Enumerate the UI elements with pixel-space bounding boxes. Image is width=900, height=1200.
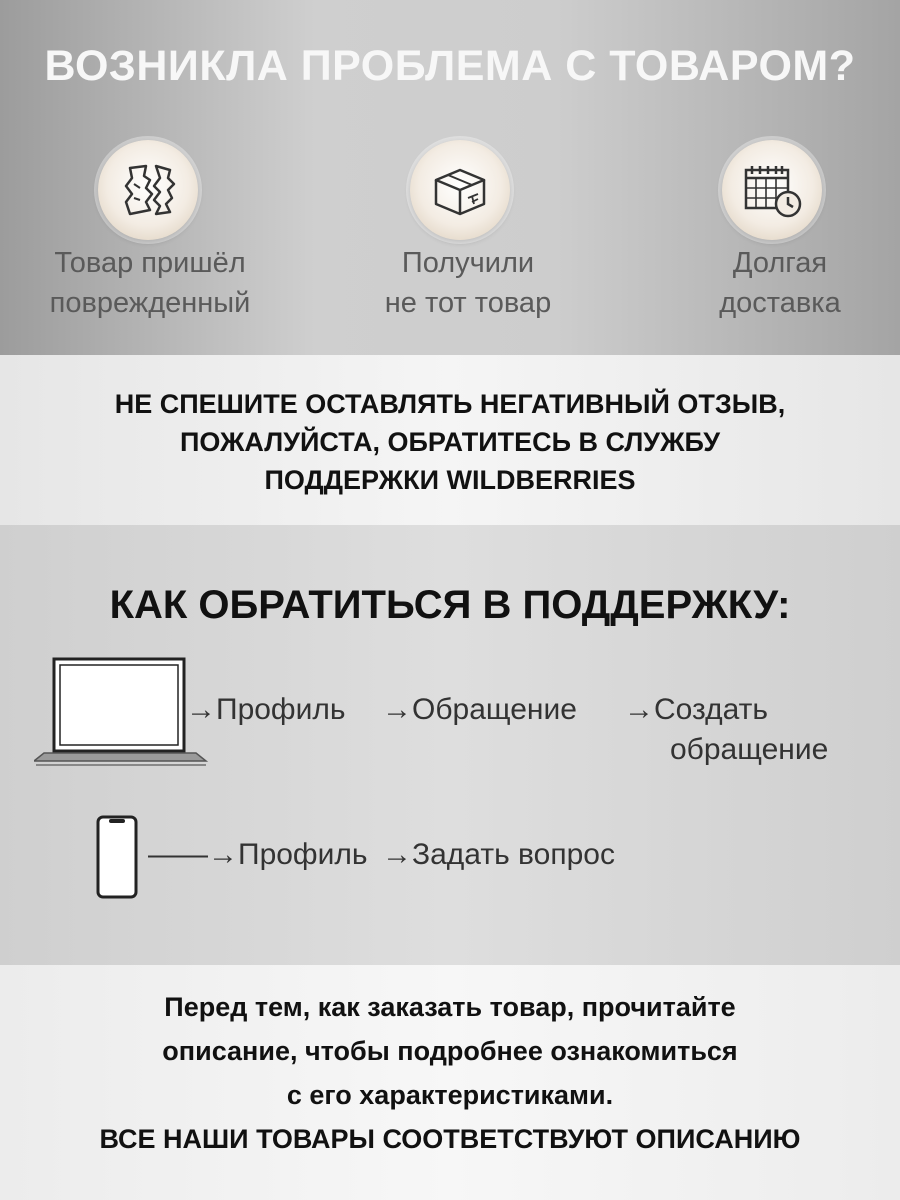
footer-band [0, 965, 900, 1200]
notice-band [0, 355, 900, 525]
mobile-step-2: →Задать вопрос [382, 838, 615, 871]
desktop-step-3: →Создать [624, 693, 769, 726]
page-title: ВОЗНИКЛА ПРОБЛЕМА С ТОВАРОМ? [44, 42, 856, 90]
notice-text: НЕ СПЕШИТЕ ОСТАВЛЯТЬ НЕГАТИВНЫЙ ОТЗЫВ, ПОЖАЛУЙСТА, ОБРАТИТЕСЬ В СЛУЖБУ ПОДДЕРЖКИ WILDBERRIES [114, 389, 786, 495]
mobile-step-1: ——→Профиль [148, 838, 368, 871]
calendar-clock-icon [740, 158, 804, 222]
footer-text: Перед тем, как заказать товар, прочитайте описание, чтобы подробнее ознакомиться с его характеристиками. ВСЕ НАШИ ТОВАРЫ СООТВЕТСТВУЮТ ОПИСАНИЮ [99, 992, 801, 1154]
smartphone-icon [96, 815, 140, 901]
desktop-step-2: →Обращение [382, 693, 577, 726]
problem-icon-long-delivery [722, 140, 822, 240]
problem-icon-damaged [98, 140, 198, 240]
problem-icon-wrong-item [410, 140, 510, 240]
problem-damaged-label: Товар пришёл поврежденный [49, 247, 251, 319]
package-box-icon [428, 158, 492, 222]
problem-wrong-item-label: Получили не тот товар [384, 247, 552, 319]
desktop-step-3-cont: обращение [670, 733, 829, 766]
problem-long-delivery-label: Долгая доставка [719, 247, 841, 319]
desktop-step-1: →Профиль [186, 693, 346, 726]
problem-header-section [0, 0, 900, 355]
support-section [0, 525, 900, 965]
support-title: КАК ОБРАТИТЬСЯ В ПОДДЕРЖКУ: [109, 583, 791, 627]
torn-cloth-icon [116, 158, 180, 222]
